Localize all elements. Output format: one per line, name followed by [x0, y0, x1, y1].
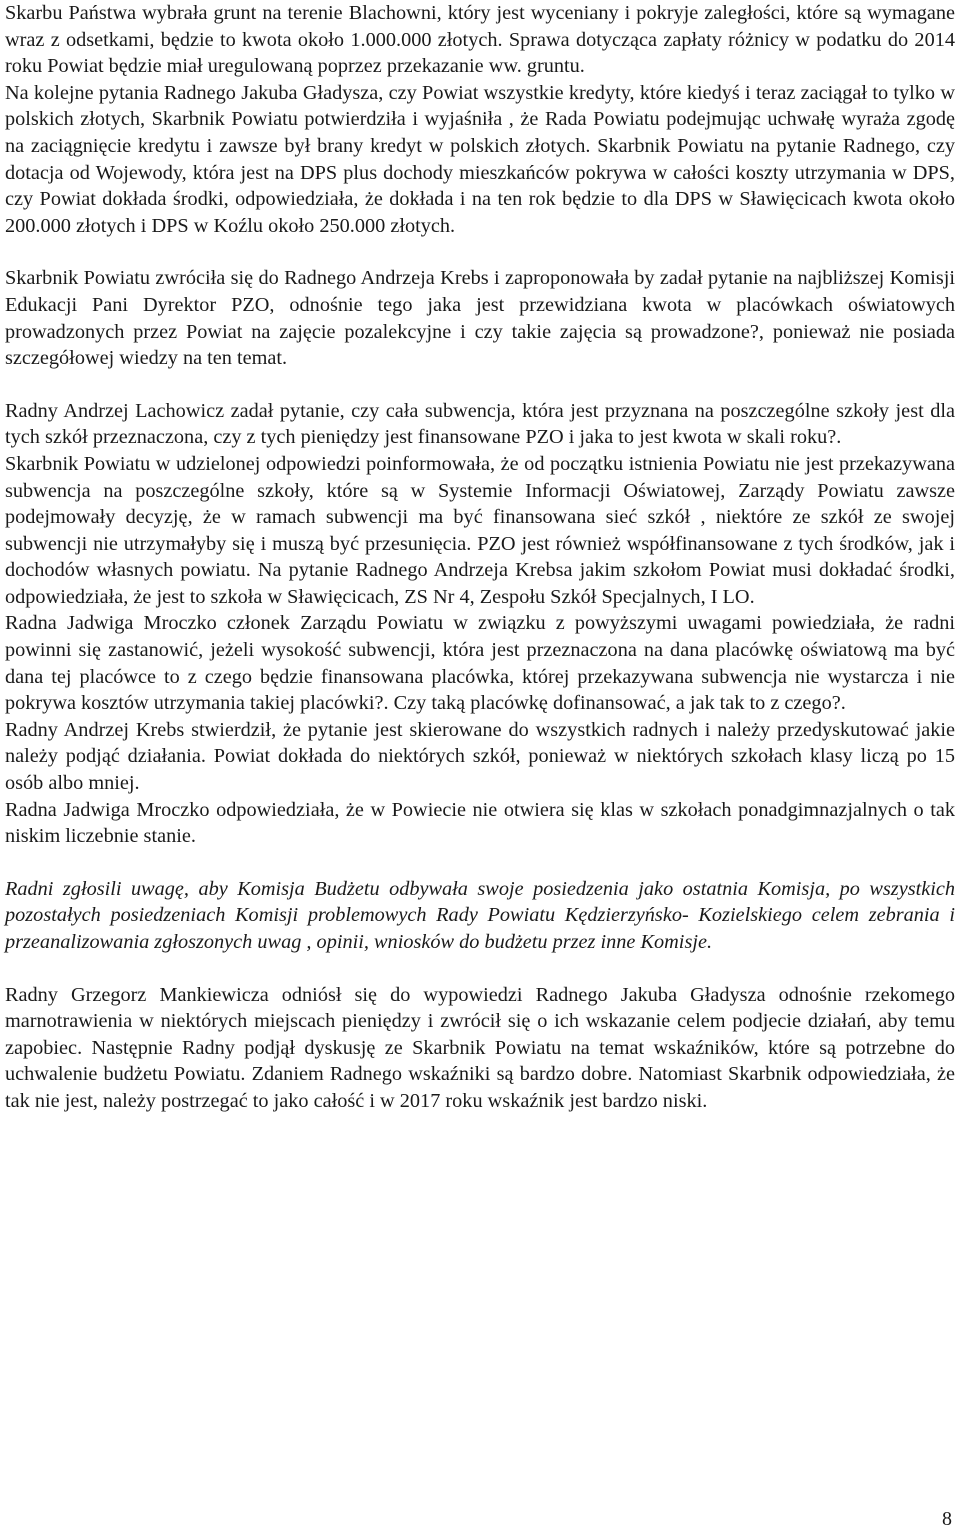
paragraph-property-settlement: Skarbu Państwa wybrała grunt na terenie Blachowni, który jest wyceniany i pokryje zaległości, które są wymagane wraz z odsetkami, będzie to kwota około 1.000.000 złotych. Sprawa dotycząca zapłaty różnicy w podatku do 2014 roku Powiat będzie miał uregulowaną poprzez przekazanie ww. gruntu. — [5, 2, 955, 78]
paragraph-mroczko-reply: Radna Jadwiga Mroczko odpowiedziała, że w Powiecie nie otwiera się klas w szkołach ponadgimnazjalnych o tak niskim liczebnie stanie. — [5, 798, 955, 848]
document-page — [5, 0, 955, 1115]
paragraph-budget-committee-remark: Radni zgłosili uwagę, aby Komisja Budżetu odbywała swoje posiedzenia jako ostatnia Komisja, po wszystkich pozostałych posiedzeniach Komisji problemowych Rady Powiatu Kędzierzyńsko- Kozielskiego celem zebrania i przeanalizowania zgłoszonych uwag , opinii, wniosków do budżetu przez inne Komisje. — [5, 877, 955, 953]
paragraph-gap — [5, 956, 955, 982]
paragraph-extracurricular-question: Skarbnik Powiatu zwróciła się do Radnego Andrzeja Krebs i zaproponowała by zadał pytanie na najbliższej Komisji Edukacji Pani Dyrektor PZO, odnośnie tego jaka jest przewidziana kwota w placówkach oświatowych prowadzonych przez Powiat na zajęcie pozalekcyjne i czy takie zajęcia są prowadzone?, ponieważ nie posiada szczegółowej wiedzy na ten temat. — [5, 267, 955, 370]
paragraph-subsidy-question: Radny Andrzej Lachowicz zadał pytanie, czy cała subwencja, która jest przyznana na poszczególne szkoły jest dla tych szkół przeznaczona, czy z tych pieniędzy jest finansowane PZO i jaka to jest kwota w skali roku?. — [5, 399, 955, 449]
paragraph-gap — [5, 239, 955, 265]
page-number: 8 — [942, 1508, 952, 1530]
paragraph-mankiewicz-discussion: Radny Grzegorz Mankiewicza odniósł się do wypowiedzi Radnego Jakuba Gładysza odnośnie rzekomego marnotrawienia w niektórych miejscach pieniędzy i zwrócił się o ich wskazanie celem podjecie działań, aby temu zapobiec. Następnie Radny podjął dyskusję ze Skarbnik Powiatu na temat wskaźników, które są potrzebne do uchwalenie budżetu Powiatu. Zdaniem Radnego wskaźniki są bardzo dobre. Natomiast Skarbnik odpowiedziała, że tak nie jest, należy postrzegać to jako całość i w 2017 roku wskaźnik jest bardzo niski. — [5, 983, 955, 1112]
paragraph-mroczko-remark: Radna Jadwiga Mroczko członek Zarządu Powiatu w związku z powyższymi uwagami powiedziała, że radni powinni się zastanowić, jeżeli wysokość subwencji, która jest przeznaczona na dana placówkę oświatową ma być dana tej placówce to z czego będzie finansowana placówka, której przekazywana subwencja nie wystarcza i nie pokrywa kosztów utrzymania takiej placówki?. Czy taką placówkę dofinansować, a jak tak to z czego?. — [5, 612, 955, 715]
paragraph-credits-and-dps: Na kolejne pytania Radnego Jakuba Gładysza, czy Powiat wszystkie kredyty, które kiedyś i teraz zaciągał to tylko w polskich złotych, Skarbnik Powiatu potwierdziła i wyjaśniła , że Rada Powiatu podejmując uchwałę wyraża zgodę na zaciągnięcie kredytu i zawsze był brany kredyt w polskich złotych. Skarbnik Powiatu na pytanie Radnego, czy dotacja od Wojewody, która jest na DPS plus dochody mieszkańców pokrywa w całości koszty utrzymania w DPS, czy Powiat dokłada środki, odpowiedziała, że dokłada i na ten rok będzie to dla DPS w Sławięcicach kwota około 200.000 złotych i DPS w Koźlu około 250.000 złotych. — [5, 81, 955, 237]
paragraph-krebs-statement: Radny Andrzej Krebs stwierdził, że pytanie jest skierowane do wszystkich radnych i należy przedyskutować jakie należy podjąć działania. Powiat dokłada do niektórych szkół, ponieważ w niektórych szkołach klasy liczą po 15 osób albo mniej. — [5, 718, 955, 795]
paragraph-gap — [5, 372, 955, 398]
paragraph-subsidy-answer: Skarbnik Powiatu w udzielonej odpowiedzi poinformowała, że od początku istnienia Powiatu nie jest przekazywana subwencja na poszczególne szkoły, które są w Systemie Informacji Oświatowej, Zarządy Powiatu zawsze podejmowały decyzję, że w ramach subwencji ma być finansowana sieć szkół , niektóre ze szkół ze swojej subwencji nie utrzymałyby się i muszą być przesunięcia. PZO jest również współfinansowane z tych środków, jak i dochodów własnych powiatu. Na pytanie Radnego Andrzeja Krebsa jakim szkołom Powiat musi dokładać środki, odpowiedziała, że jest to szkoła w Sławięcicach, ZS Nr 4, Zespołu Szkół Specjalnych, I LO. — [5, 452, 955, 608]
paragraph-gap — [5, 850, 955, 876]
